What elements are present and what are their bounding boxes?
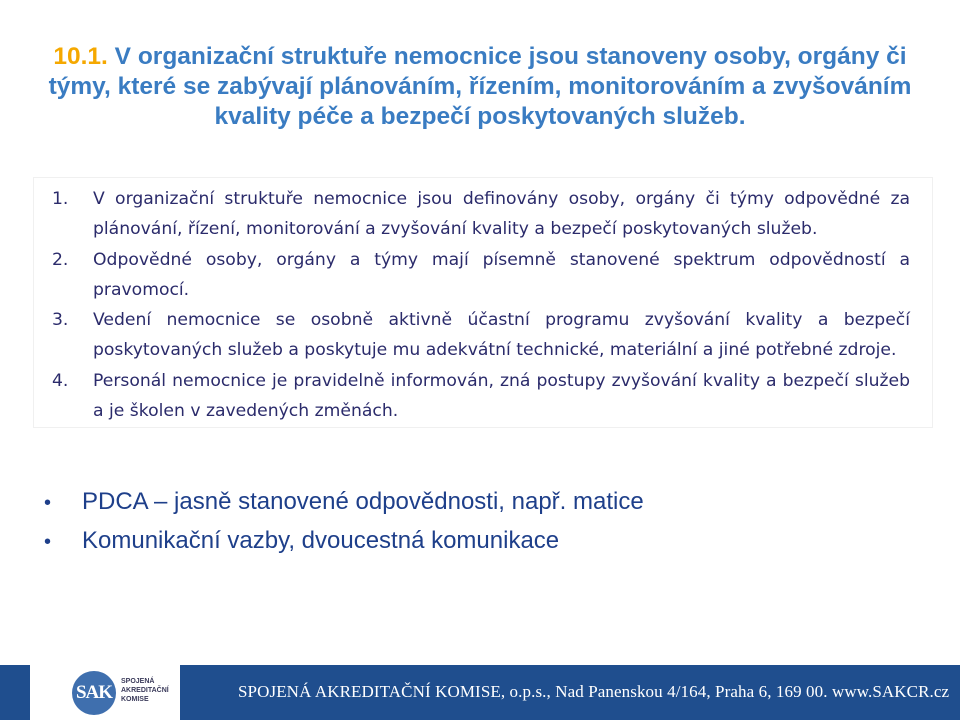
logo-wordmark: [121, 677, 169, 704]
logo-icon: SAK: [72, 671, 116, 715]
logo-line: SPOJENÁ: [121, 678, 155, 685]
excerpt-list: [34, 178, 932, 426]
item-text: V organizační struktuře nemocnice jsou definovány osoby, orgány či týmy odpovědné za plánování, řízení, monitorování a zvyšování kvality a bezpečí poskytovaných služeb.: [93, 189, 910, 240]
item-text: Odpovědné osoby, orgány a týmy mají písemně stanovené spektrum odpovědností a pravomocí.: [93, 249, 910, 300]
bullet-text: PDCA – jasně stanovené odpovědnosti, např. matice: [82, 488, 644, 515]
list-item: [52, 184, 910, 245]
item-number: 2.: [52, 249, 69, 270]
logo: [30, 665, 180, 720]
footer-address: SPOJENÁ AKREDITAČNÍ KOMISE, o.p.s., Nad Panenskou 4/164, Praha 6, 169 00. www.SAKCR.cz: [238, 682, 950, 701]
title-number: 10.1.: [53, 43, 108, 70]
logo-line: KOMISE: [121, 696, 149, 703]
item-number: 1.: [52, 189, 69, 209]
list-item: [52, 245, 910, 306]
bullet-text: Komunikační vazby, dvoucestná komunikace: [82, 527, 560, 554]
standard-excerpt: [34, 178, 932, 427]
logo-line: AKREDITAČNÍ: [121, 687, 169, 694]
list-item: [44, 483, 924, 522]
bullet-icon: •: [44, 531, 52, 553]
title-text: V organizační struktuře nemocnice jsou stanoveny osoby, orgány či týmy, které se zabývají plánováním, řízením, monitorováním a zvyšováním kvality péče a bezpečí poskytovaných služeb.: [48, 43, 912, 130]
item-text: Personál nemocnice je pravidelně informován, zná postupy zvyšování kvality a bezpečí služeb a je školen v zavedených změnách.: [93, 370, 910, 422]
slide-title: [40, 42, 920, 132]
item-number: 3.: [52, 310, 69, 331]
bullet-list: [44, 483, 924, 561]
item-text: Vedení nemocnice se osobně aktivně účastní programu zvyšování kvality a bezpečí poskytovaných služeb a poskytuje mu adekvátní technické, materiální a jiné potřebné zdroje.: [93, 310, 910, 361]
list-item: [44, 522, 924, 561]
list-item: [52, 366, 910, 427]
list-item: [52, 305, 910, 366]
item-number: 4.: [52, 370, 69, 391]
bullet-icon: •: [44, 492, 52, 514]
